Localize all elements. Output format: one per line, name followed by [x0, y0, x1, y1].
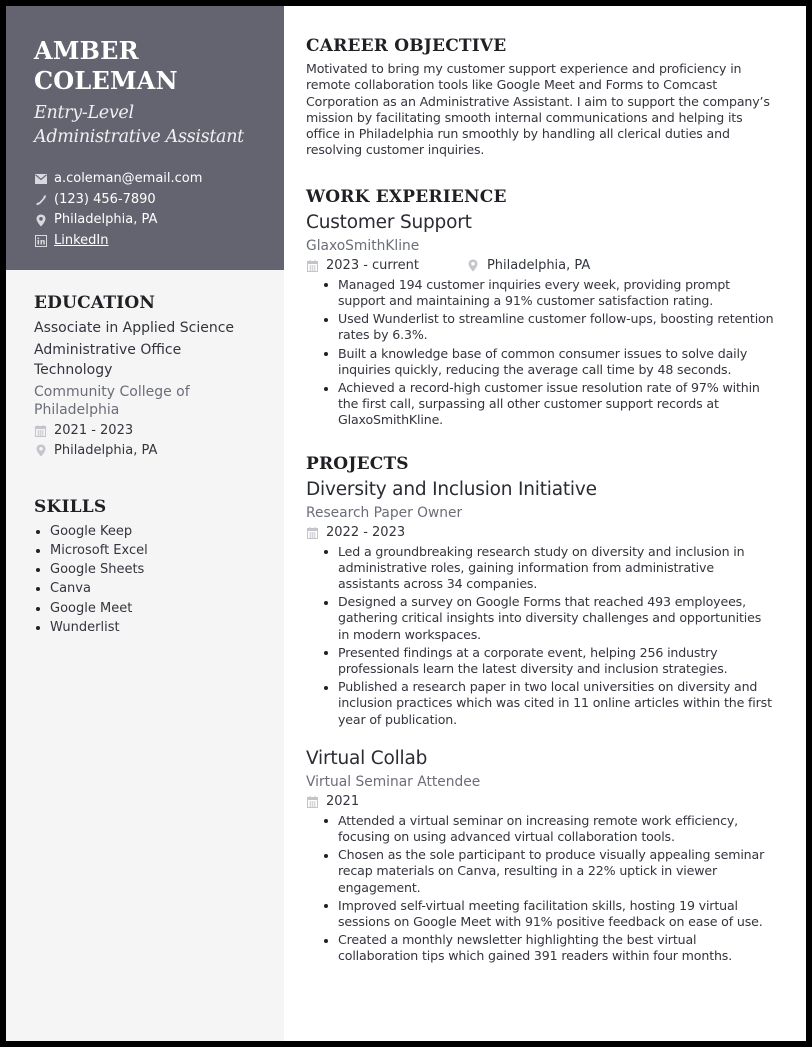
bullet-item: Presented findings at a corporate event, helping 256 industry professionals learn the latest diversity and inclusion strategies.: [306, 645, 776, 677]
title-line-1: Entry-Level: [34, 103, 134, 123]
contact-location: [34, 210, 264, 231]
name-line-2: COLEMAN: [34, 66, 178, 95]
bullet-item: Achieved a record-high customer issue resolution rate of 97% within the first call, surpassing all other customer support records at GlaxoSmithKline.: [306, 380, 776, 429]
bullet-item: Designed a survey on Google Forms that reached 493 employees, gathering critical insights into diversity challenges and opportunities in modern workspaces.: [306, 594, 776, 643]
projects-heading: PROJECTS: [306, 453, 409, 474]
sidebar: [6, 6, 284, 1041]
email-text: a.coleman@email.com: [54, 171, 203, 186]
projects-section: [306, 454, 776, 965]
bullet-item: Improved self-virtual meeting facilitation skills, hosting 19 virtual sessions on Google Meet with 91% positive feedback on ease of use.: [306, 898, 776, 930]
job-bullets: [306, 277, 776, 429]
calendar-icon: [34, 424, 47, 437]
job-title: Customer Support: [306, 211, 472, 233]
job-title: [34, 101, 264, 149]
job-location: [467, 256, 590, 276]
main-content: [284, 6, 806, 1041]
project-dates-text: 2022 - 2023: [326, 524, 406, 540]
company-name: GlaxoSmithKline: [306, 237, 420, 254]
project-entry: [306, 747, 776, 965]
skill-item: Google Keep: [34, 522, 264, 541]
contact-email[interactable]: [34, 169, 264, 190]
field-of-study: Administrative Office Technology: [34, 341, 182, 378]
job-entry: [306, 211, 776, 429]
skill-item: Google Sheets: [34, 560, 264, 579]
project-title: Virtual Collab: [306, 747, 428, 769]
title-line-2: Administrative Assistant: [34, 127, 244, 147]
education-location-text: Philadelphia, PA: [54, 442, 158, 458]
project-meta: [306, 792, 776, 812]
bullet-item: Used Wunderlist to streamline customer follow-ups, boosting retention rates by 6.3%.: [306, 311, 776, 343]
contact-linkedin[interactable]: [34, 231, 264, 252]
skill-item: Canva: [34, 579, 264, 598]
skills-heading: SKILLS: [34, 496, 107, 517]
project-meta: [306, 523, 776, 543]
job-dates: [306, 256, 419, 276]
skills-section: [6, 497, 284, 638]
project-title: Diversity and Inclusion Initiative: [306, 478, 597, 500]
bullet-item: Attended a virtual seminar on increasing remote work efficiency, focusing on using advanced virtual collaboration tools.: [306, 813, 776, 845]
linkedin-link[interactable]: LinkedIn: [54, 232, 109, 248]
resume-page: [6, 6, 806, 1041]
career-objective-section: [306, 36, 776, 159]
linkedin-icon: [34, 234, 47, 247]
project-bullets: [306, 544, 776, 728]
phone-icon: [34, 193, 47, 206]
education-meta: [34, 421, 264, 461]
project-bullets: [306, 813, 776, 965]
location-pin-icon: [34, 214, 47, 227]
skill-item: Google Meet: [34, 599, 264, 618]
project-role: Virtual Seminar Attendee: [306, 773, 481, 790]
envelope-icon: [34, 173, 47, 186]
bullet-item: Published a research paper in two local universities on diversity and inclusion practices which was cited in 11 online articles within the first year of publication.: [306, 679, 776, 728]
bullet-item: Created a monthly newsletter highlighting the best virtual collaboration tips which gained 391 readers within four months.: [306, 932, 776, 964]
job-meta: [306, 256, 776, 276]
career-objective-text: Motivated to bring my customer support experience and proficiency in remote collaboration tools like Google Meet and Forms to Comcast Corporation as an Administrative Assistant. I aim to support the company’s mission by facilitating smooth internal communications and helping its office in Philadelphia run smoothly by handling all clerical duties and resolving customer inquiries.: [306, 61, 770, 158]
work-experience-heading: WORK EXPERIENCE: [306, 186, 507, 207]
calendar-icon: [306, 795, 319, 808]
calendar-icon: [306, 526, 319, 539]
bullet-item: Led a groundbreaking research study on diversity and inclusion in administrative roles, gaining information from administrative assistants across 34 companies.: [306, 544, 776, 593]
project-role: Research Paper Owner: [306, 504, 463, 521]
education-heading: EDUCATION: [34, 293, 156, 313]
education-dates-text: 2021 - 2023: [54, 422, 134, 438]
bullet-item: Chosen as the sole participant to produce visually appealing seminar recap materials on Canva, resulting in a 22% uptick in viewer engagement.: [306, 847, 776, 896]
work-experience-section: [306, 187, 776, 429]
project-dates: [306, 792, 359, 812]
contact-phone[interactable]: [34, 190, 264, 211]
bullet-item: Managed 194 customer inquiries every week, providing prompt support and maintaining a 91% customer satisfaction rating.: [306, 277, 776, 309]
education-dates: [34, 421, 264, 441]
school-name: Community College of Philadelphia: [34, 383, 190, 418]
skills-list: [34, 522, 264, 638]
job-location-text: Philadelphia, PA: [486, 257, 591, 273]
calendar-icon: [306, 259, 319, 272]
sidebar-header: [6, 6, 284, 270]
location-pin-icon: [467, 259, 480, 272]
name-line-1: AMBER: [34, 36, 139, 65]
contact-list: [34, 169, 264, 251]
career-objective-heading: CAREER OBJECTIVE: [306, 36, 507, 56]
project-dates: [306, 523, 405, 543]
skill-item: Wunderlist: [34, 618, 264, 637]
degree: Associate in Applied Science: [34, 320, 235, 336]
project-entry: [306, 478, 776, 728]
job-dates-text: 2023 - current: [326, 257, 419, 273]
bullet-item: Built a knowledge base of common consumer issues to solve daily inquiries quickly, reducing the average call time by 48 seconds.: [306, 346, 776, 378]
location-pin-icon: [34, 444, 47, 457]
project-dates-text: 2021: [326, 793, 360, 809]
location-text: Philadelphia, PA: [54, 212, 158, 227]
education-location: [34, 441, 264, 461]
education-section: [6, 293, 284, 461]
skill-item: Microsoft Excel: [34, 541, 264, 560]
phone-text: (123) 456-7890: [54, 191, 156, 207]
candidate-name: [34, 36, 264, 96]
